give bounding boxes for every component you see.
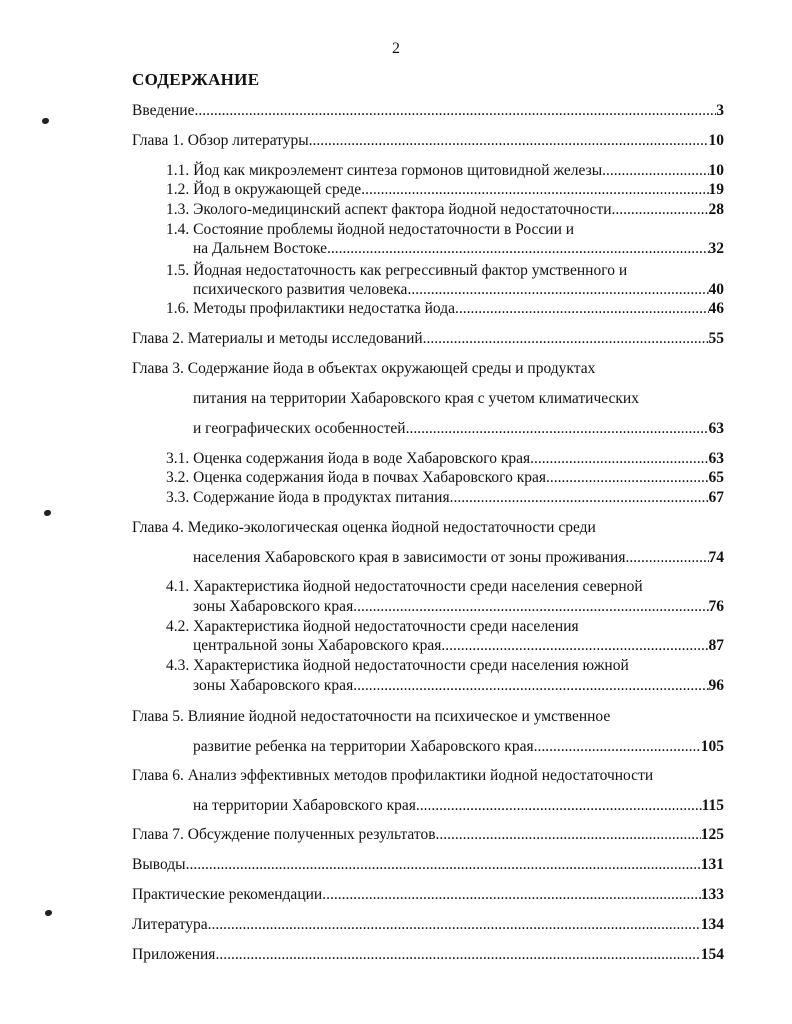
toc-entry-1-6[interactable] [166, 299, 724, 318]
toc-entry-chapter-6[interactable] [193, 796, 724, 815]
toc-entry-text: населения Хабаровского края в зависимости от зоны проживания [193, 549, 626, 566]
toc-entry-1-3[interactable] [166, 200, 724, 219]
toc-entry-appendices[interactable] [132, 945, 724, 964]
leader-dots [322, 885, 701, 904]
leader-dots [416, 796, 702, 815]
toc-entry-text: центральной зоны Хабаровского края [193, 637, 442, 654]
leader-dots [441, 636, 708, 655]
leader-dots [194, 101, 716, 120]
toc-entry-1-1[interactable] [166, 161, 724, 180]
toc-entry-1-4-line1: 1.4. Состояние проблемы йодной недостаточности в России и [166, 221, 575, 238]
toc-entry-3-1[interactable] [166, 449, 724, 468]
toc-entry-page: 63 [708, 450, 724, 467]
leader-dots [436, 825, 701, 844]
toc-entry-page: 32 [708, 240, 724, 257]
toc-entry-text: 3.3. Содержание йода в продуктах питания [166, 489, 450, 506]
toc-entry-chapter-3-line2: питания на территории Хабаровского края с учетом климатических [193, 390, 639, 407]
toc-entry-4-1-line1: 4.1. Характеристика йодной недостаточности среди населения северной [166, 578, 643, 595]
leader-dots [530, 449, 708, 468]
toc-entry-text: зоны Хабаровского края [193, 677, 354, 694]
toc-entry-text: Глава 1. Обзор литературы [132, 132, 309, 149]
leader-dots [546, 468, 708, 487]
toc-entry-literature[interactable] [132, 915, 724, 934]
toc-entry-text: 3.1. Оценка содержания йода в воде Хабаровского края [166, 450, 531, 467]
leader-dots [407, 280, 708, 299]
toc-entry-text: Литература [132, 916, 208, 933]
leader-dots [215, 945, 700, 964]
leader-dots [361, 180, 708, 199]
toc-entry-chapter-5-line1: Глава 5. Влияние йодной недостаточности на психическое и умственное [132, 708, 611, 725]
toc-entry-page: 55 [708, 330, 724, 347]
toc-entry-page: 154 [700, 946, 724, 963]
toc-entry-page: 28 [708, 201, 724, 218]
toc-entry-page: 87 [708, 637, 724, 654]
toc-entry-text: Глава 7. Обсуждение полученных результатов [132, 826, 436, 843]
toc-entry-page: 76 [708, 598, 724, 615]
toc-entry-page: 134 [700, 916, 724, 933]
toc-entry-page: 40 [708, 281, 724, 298]
leader-dots [208, 915, 701, 934]
toc-entry-chapter-7[interactable] [132, 825, 724, 844]
toc-entry-conclusions[interactable] [132, 855, 724, 874]
toc-entry-text: Выводы [132, 856, 186, 873]
leader-dots [309, 131, 709, 150]
toc-entry-text: психического развития человека [193, 281, 408, 298]
toc-entry-page: 19 [708, 181, 724, 198]
toc-entry-1-5[interactable] [193, 280, 724, 299]
toc-entry-text: 1.3. Эколого-медицинский аспект фактора йодной недостаточности [166, 201, 612, 218]
toc-entry-page: 105 [700, 738, 724, 755]
toc-entry-text: Приложения [132, 946, 216, 963]
leader-dots [353, 597, 708, 616]
toc-entry-4-2[interactable] [193, 636, 724, 655]
toc-entry-4-2-line1: 4.2. Характеристика йодной недостаточности среди населения [166, 618, 579, 635]
toc-entry-page: 65 [708, 469, 724, 486]
toc-entry-text: 1.6. Методы профилактики недостатка йода [166, 300, 455, 317]
toc-entry-page: 10 [708, 162, 724, 179]
leader-dots [455, 299, 709, 318]
toc-entry-page: 96 [708, 677, 724, 694]
toc-entry-chapter-4[interactable] [193, 548, 724, 567]
toc-entry-text: 1.2. Йод в окружающей среде [166, 181, 362, 198]
leader-dots [423, 329, 709, 348]
toc-entry-text: 3.2. Оценка содержания йода в почвах Хабаровского края [166, 469, 547, 486]
toc-entry-text: развитие ребенка на территории Хабаровского края [193, 738, 534, 755]
leader-dots [612, 200, 709, 219]
toc-entry-text: на Дальнем Востоке [193, 240, 327, 257]
toc-entry-chapter-2[interactable] [132, 329, 724, 348]
toc-entry-text: на территории Хабаровского края [193, 797, 416, 814]
leader-dots [534, 737, 701, 756]
toc-entry-text: Глава 2. Материалы и методы исследований [132, 330, 423, 347]
toc-entry-chapter-3-line1: Глава 3. Содержание йода в объектах окружающей среды и продуктах [132, 360, 596, 377]
toc-entry-4-3[interactable] [193, 676, 724, 695]
toc-entry-page: 46 [708, 300, 724, 317]
toc-entry-chapter-6-line1: Глава 6. Анализ эффективных методов профилактики йодной недостаточности [132, 767, 654, 784]
toc-entry-text: и географических особенностей [193, 420, 406, 437]
toc-entry-chapter-4-line1: Глава 4. Медико-экологическая оценка йодной недостаточности среди [132, 519, 596, 536]
leader-dots [327, 239, 709, 258]
toc-entry-1-5-line1: 1.5. Йодная недостаточность как регрессивный фактор умственного и [166, 262, 628, 279]
toc-entry-page: 131 [700, 856, 724, 873]
toc-title: СОДЕРЖАНИЕ [132, 70, 260, 89]
scan-speck [45, 910, 52, 916]
toc-entry-1-4[interactable] [193, 239, 724, 258]
leader-dots [450, 488, 709, 507]
toc-entry-recommendations[interactable] [132, 885, 724, 904]
toc-entry-4-1[interactable] [193, 597, 724, 616]
toc-entry-4-3-line1: 4.3. Характеристика йодной недостаточности среди населения южной [166, 657, 629, 674]
toc-entry-text: зоны Хабаровского края [193, 598, 354, 615]
toc-entry-page: 10 [708, 132, 724, 149]
leader-dots [406, 419, 709, 438]
leader-dots [353, 676, 708, 695]
toc-entry-chapter-5[interactable] [193, 737, 724, 756]
toc-entry-page: 133 [700, 886, 724, 903]
toc-entry-chapter-3[interactable] [193, 419, 724, 438]
leader-dots [186, 855, 701, 874]
toc-entry-page: 67 [708, 489, 724, 506]
page-number: 2 [392, 40, 400, 57]
toc-entry-text: Введение [132, 102, 195, 119]
toc-entry-page: 74 [708, 549, 724, 566]
toc-entry-page: 125 [700, 826, 724, 843]
leader-dots [602, 161, 708, 180]
toc-entry-introduction[interactable] [132, 101, 724, 120]
toc-entry-text: Практические рекомендации [132, 886, 323, 903]
toc-entry-page: 3 [716, 102, 724, 119]
toc-entry-1-2[interactable] [166, 180, 724, 199]
toc-entry-page: 115 [701, 797, 724, 814]
toc-entry-3-3[interactable] [166, 488, 724, 507]
toc-entry-chapter-1[interactable] [132, 131, 724, 150]
scan-speck [44, 510, 51, 516]
toc-entry-text: 1.1. Йод как микроэлемент синтеза гормонов щитовидной железы [166, 162, 603, 179]
leader-dots [625, 548, 708, 567]
toc-entry-3-2[interactable] [166, 468, 724, 487]
toc-entry-page: 63 [708, 420, 724, 437]
scan-speck [42, 118, 49, 124]
